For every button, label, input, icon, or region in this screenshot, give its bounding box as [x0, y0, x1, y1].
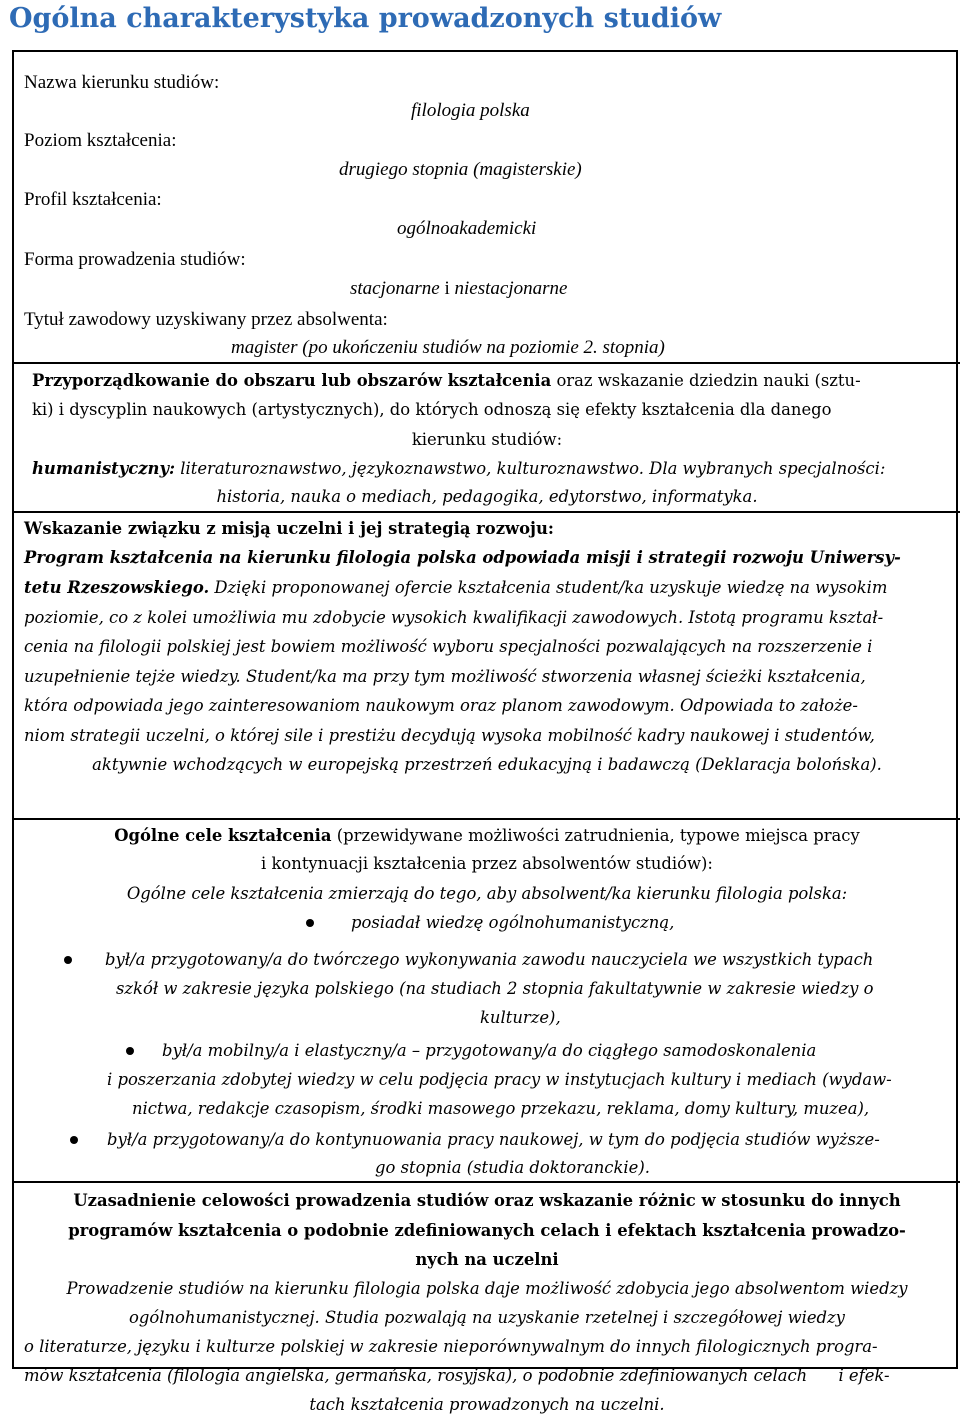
misja-line-5: uzupełnienie tejże wiedzy. Student/ka ma przy tym możliwość stworzenia własnej ścieżki kształcenia, — [24, 667, 866, 686]
uzasadnienie-section — [14, 1181, 960, 1414]
poziom-value-note: (magisterskie) — [473, 159, 582, 180]
uzasadnienie-line-3: o literaturze, języku i kulturze polskiej w zakresie nieporównywalnym do innych filologicznych progra- — [24, 1337, 878, 1356]
basic-info-section — [14, 52, 960, 362]
uzasadnienie-line-5: tach kształcenia prowadzonych na uczelni. — [309, 1395, 665, 1414]
page-title: Ogólna charakterystyka prowadzonych studiów — [9, 3, 722, 34]
uzasadnienie-line-4 — [24, 1364, 890, 1388]
uzasadnienie-line-4-b: i efek- — [838, 1366, 890, 1385]
forma-label: Forma prowadzenia studiów: — [24, 249, 246, 270]
kierunek-value: filologia polska — [411, 100, 530, 121]
misja-line-2-rest: Dzięki proponowanej ofercie kształcenia student/ka uzyskuje wiedzę na wysokim — [214, 578, 888, 597]
obszar-value-line-2: historia, nauka o mediach, pedagogika, edytorstwo, informatyka. — [216, 487, 758, 506]
uzasadnienie-line-2: ogólnohumanistycznej. Studia pozwalają na uzyskanie rzetelnej i szczegółowej wiedzy — [129, 1308, 845, 1327]
forma-value-b: niestacjonarne — [454, 278, 568, 299]
misja-bold-line-2: tetu Rzeszowskiego. — [24, 578, 210, 597]
uzasadnienie-line-1: Prowadzenie studiów na kierunku filologia polska daje możliwość zdobycia jego absolwentom wiedzy — [66, 1279, 908, 1298]
misja-line-3: poziomie, co z kolei umożliwia mu zdobycie wysokich kwalifikacji zawodowych. Istotą programu kształ- — [24, 608, 884, 627]
forma-value-a: stacjonarne — [350, 278, 440, 299]
cele-heading-line-2: i kontynuacji kształcenia przez absolwentów studiów): — [261, 854, 713, 873]
misja-section — [14, 511, 960, 818]
poziom-value-main: drugiego stopnia — [339, 159, 469, 180]
obszar-value-line-1 — [32, 457, 885, 481]
uzasadnienie-heading-line-3: nych na uczelni — [415, 1250, 559, 1269]
obszar-value-bold: humanistyczny: — [32, 459, 176, 478]
obszar-heading-line-3: kierunku studiów: — [411, 430, 563, 449]
program-characteristics-frame — [12, 50, 958, 1414]
obszar-heading-bold: Przyporządkowanie do obszaru lub obszarów kształcenia — [32, 371, 552, 390]
cele-heading-line-1 — [14, 824, 960, 848]
cele-section — [14, 818, 960, 1181]
uzasadnienie-heading-line-1: Uzasadnienie celowości prowadzenia studiów oraz wskazanie różnic w stosunku do innych — [73, 1191, 901, 1210]
cele-bullet-2-line-3: kulturze), — [480, 1008, 561, 1027]
obszar-value-rest: literaturoznawstwo, językoznawstwo, kulturoznawstwo. Dla wybranych specjalności: — [180, 459, 886, 478]
misja-heading: Wskazanie związku z misją uczelni i jej strategią rozwoju: — [24, 519, 554, 538]
tytul-label: Tytuł zawodowy uzyskiwany przez absolwenta: — [24, 309, 388, 330]
kierunek-label: Nazwa kierunku studiów: — [24, 72, 220, 93]
misja-line-8: aktywnie wchodzących w europejską przestrzeń edukacyjną i badawczą (Deklaracja bolońska). — [92, 755, 882, 774]
cele-bullet-1: posiadał wiedzę ogólnohumanistyczną, — [351, 913, 675, 932]
poziom-label: Poziom kształcenia: — [24, 130, 177, 151]
cele-heading-rest: (przewidywane możliwości zatrudnienia, typowe miejsca pracy — [336, 826, 860, 845]
bullet-icon — [306, 919, 314, 927]
forma-value — [350, 277, 567, 301]
bullet-icon — [70, 1136, 78, 1144]
tytul-value — [231, 336, 665, 360]
tytul-value-note: (po ukończeniu studiów na poziomie 2. stopnia) — [302, 337, 665, 358]
misja-line-7: niom strategii uczelni, o której sile i prestiżu decydują wysoka mobilność kadry naukowej i studentów, — [24, 726, 875, 745]
forma-value-conj: i — [444, 278, 450, 299]
obszar-section — [14, 362, 960, 511]
misja-line-6: która odpowiada jego zainteresowaniom naukowym oraz planom zawodowym. Odpowiada to założe- — [24, 696, 858, 715]
obszar-heading-line-1 — [32, 369, 861, 393]
poziom-value — [339, 158, 582, 182]
tytul-value-main: magister — [231, 337, 298, 358]
uzasadnienie-heading-line-2: programów kształcenia o podobnie zdefiniowanych celach i efektach kształcenia prowadzo- — [68, 1221, 906, 1240]
bullet-icon — [126, 1047, 134, 1055]
cele-bullet-2-line-2: szkół w zakresie języka polskiego (na studiach 2 stopnia fakultatywnie w zakresie wiedzy o — [116, 979, 874, 998]
uzasadnienie-line-4-a: mów kształcenia (filologia angielska, germańska, rosyjska), o podobnie zdefiniowanych celach — [24, 1366, 808, 1385]
cele-bullet-4-line-1: był/a przygotowany/a do kontynuowania pracy naukowej, w tym do podjęcia studiów wyższe- — [107, 1130, 880, 1149]
profil-label: Profil kształcenia: — [24, 189, 162, 210]
obszar-heading-line-2: ki) i dyscyplin naukowych (artystycznych), do których odnoszą się efekty kształcenia dla danego — [32, 400, 832, 419]
cele-bullet-4-line-2: go stopnia (studia doktoranckie). — [375, 1158, 650, 1177]
cele-heading-bold: Ogólne cele kształcenia — [114, 826, 332, 845]
profil-value: ogólnoakademicki — [397, 218, 537, 239]
cele-bullet-2-line-1: był/a przygotowany/a do twórczego wykonywania zawodu nauczyciela we wszystkich typach — [105, 950, 874, 969]
cele-bullet-3-line-3: nictwa, redakcje czasopism, środki masowego przekazu, reklama, domy kultury, muzea), — [132, 1099, 870, 1118]
misja-line-4: cenia na filologii polskiej jest bowiem możliwość wyboru specjalności pozwalających na rozszerzenie i — [24, 637, 873, 656]
cele-bullet-3-line-2: i poszerzania zdobytej wiedzy w celu podjęcia pracy w instytucjach kultury i mediach (wydaw- — [107, 1070, 892, 1089]
bullet-icon — [64, 956, 72, 964]
misja-bold-line-1: Program kształcenia na kierunku filologia polska odpowiada misji i strategii rozwoju Uniwersy- — [24, 548, 901, 567]
misja-line-2 — [24, 576, 887, 600]
obszar-heading-rest: oraz wskazanie dziedzin nauki (sztu- — [556, 371, 861, 390]
cele-intro: Ogólne cele kształcenia zmierzają do tego, aby absolwent/ka kierunku filologia polska: — [126, 884, 848, 903]
cele-bullet-3-line-1: był/a mobilny/a i elastyczny/a – przygotowany/a do ciągłego samodoskonalenia — [162, 1041, 817, 1060]
